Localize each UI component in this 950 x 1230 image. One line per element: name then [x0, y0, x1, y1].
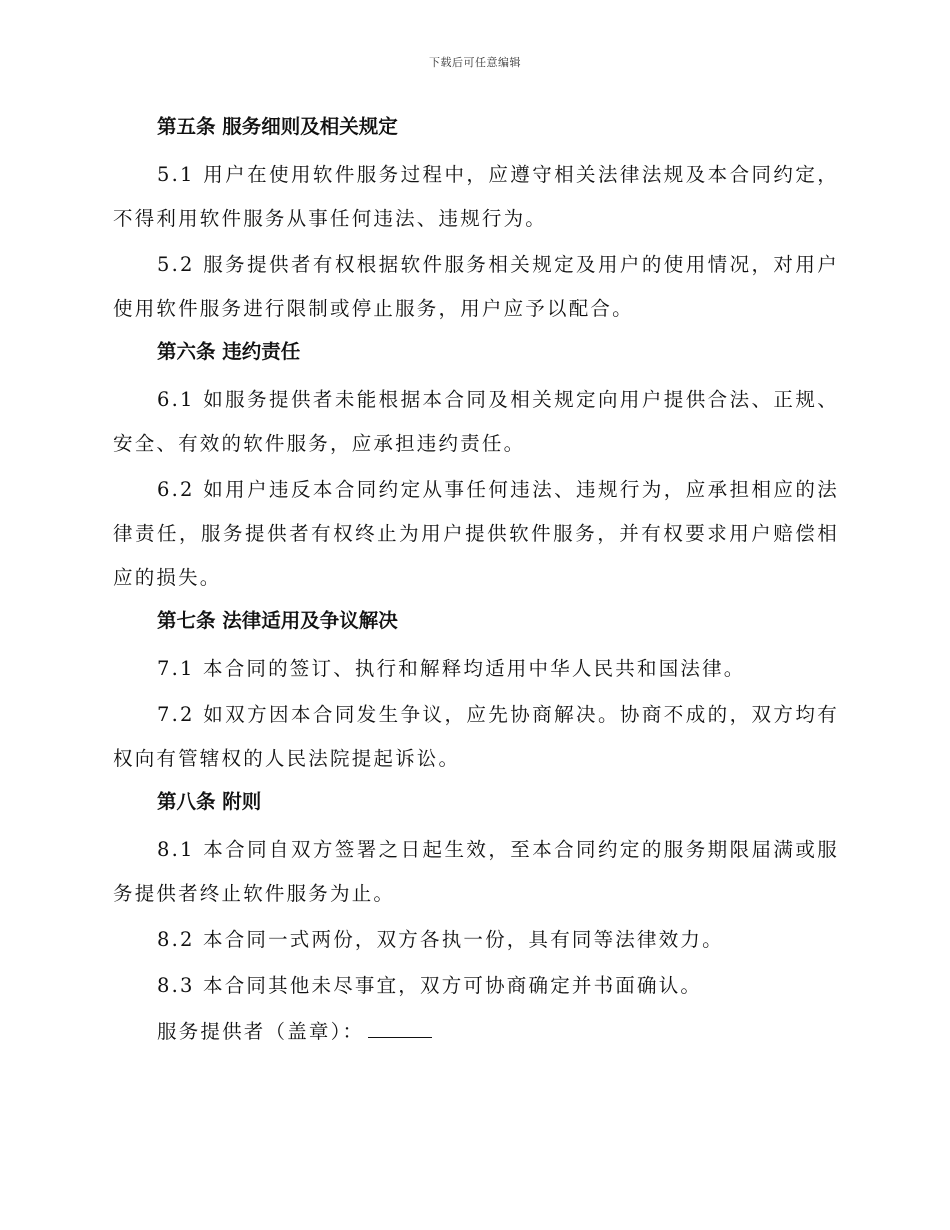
document-body — [113, 108, 839, 1054]
clause-7-1: 7.1 本合同的签订、执行和解释均适用中华人民共和国法律。 — [157, 657, 746, 680]
clause-6-2: 6.2 如用户违反本合同约定从事任何违法、违规行为，应承担相应的法律责任，服务提供者有权终止为用户提供软件服务，并有权要求用户赔偿相应的损失。 — [113, 478, 839, 589]
section-7-title: 第七条 法律适用及争议解决 — [157, 609, 398, 632]
clause-5-1: 5.1 用户在使用软件服务过程中，应遵守相关法律法规及本合同约定，不得利用软件服务从事任何违法、违规行为。 — [113, 163, 839, 230]
section-6-title: 第六条 违约责任 — [157, 340, 301, 363]
clause-7-2: 7.2 如双方因本合同发生争议，应先协商解决。协商不成的，双方均有权向有管辖权的人民法院提起诉讼。 — [113, 703, 839, 770]
clause-8-1: 8.1 本合同自双方签署之日起生效，至本合同约定的服务期限届满或服务提供者终止软件服务为止。 — [113, 838, 839, 905]
clause-8-2: 8.2 本合同一式两份，双方各执一份，具有同等法律效力。 — [157, 928, 724, 951]
section-8-title: 第八条 附则 — [157, 790, 262, 813]
clause-6-1: 6.1 如服务提供者未能根据本合同及相关规定向用户提供合法、正规、安全、有效的软件服务，应承担违约责任。 — [113, 388, 839, 455]
section-5-title: 第五条 服务细则及相关规定 — [157, 115, 398, 138]
clause-5-2: 5.2 服务提供者有权根据软件服务相关规定及用户的使用情况，对用户使用软件服务进行限制或停止服务，用户应予以配合。 — [113, 253, 839, 320]
signature-line — [113, 1010, 839, 1054]
clause-8-3: 8.3 本合同其他未尽事宜，双方可协商确定并书面确认。 — [157, 974, 703, 997]
signature-blank[interactable] — [368, 1019, 432, 1038]
signature-label: 服务提供者（盖章）： — [157, 1020, 365, 1043]
header-note: 下载后可任意编辑 — [429, 56, 521, 69]
